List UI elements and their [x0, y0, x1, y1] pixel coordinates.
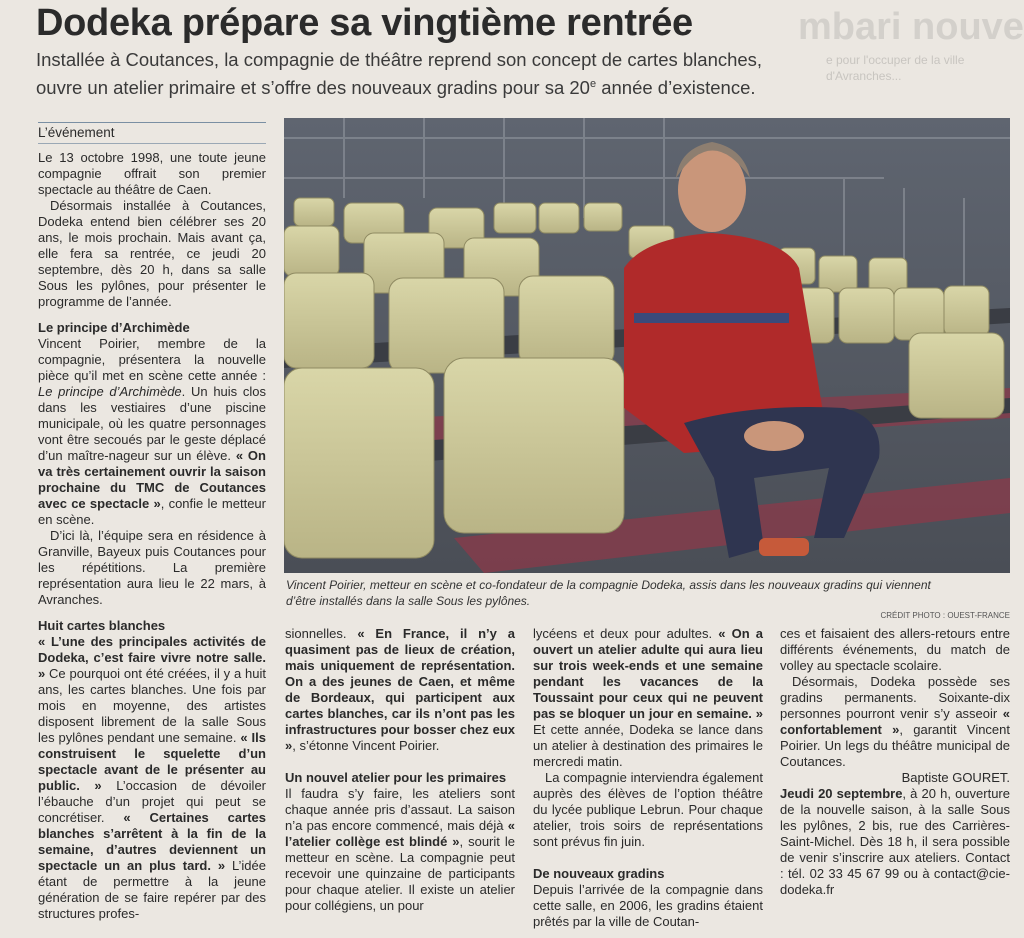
- paragraph: ces et faisaient des allers-retours entre différents événements, du match de volley au spectacle scolaire.: [780, 626, 1010, 673]
- paragraph: Depuis l’arrivée de la compagnie dans cette salle, en 2006, les gradins étaient prêtés par la ville de Coutan-: [533, 882, 763, 929]
- subheading: Le principe d’Archimède: [38, 320, 190, 335]
- subheading: De nouveaux gradins: [533, 866, 665, 881]
- paragraph: D’ici là, l’équipe sera en résidence à Granville, Bayeux puis Coutances pour les répétitions. La première représentation aura lieu le 22 mars, à Avranches.: [38, 528, 266, 607]
- paragraph: « L’une des principales activités de Dodeka, c’est faire vivre notre salle. » Ce pourquoi ont été créées, il y a huit ans, les cartes blanches. Une fois par mois en moyenne, des artistes disposent librement de la salle Sous les pylônes pendant une semaine. « Ils construisent le squelette d’un spectacle avant de le présenter au public. » L’occasion de dévoiler l’ébauche d’un projet qui peut se concrétiser. « Certaines cartes blanches s’arrêtent à la fin de la semaine, d’autres deviennent un spectacle un an plus tard. » L’idée étant de permettre à la jeune génération de se faire repérer par des structures profes-: [38, 634, 267, 921]
- paragraph: Désormais, Dodeka possède ses gradins permanents. Soixante-dix personnes pourront venir s’y asseoir « confortablement », garantit Vincent Poirier. Un legs du théâtre municipal de Coutances.: [780, 674, 1011, 769]
- adjacent-text-bleed: e pour l'occuper de la ville d'Avranches...: [826, 53, 965, 83]
- standfirst: Installée à Coutances, la compagnie de théâtre reprend son concept de cartes blanches, ouvre un atelier primaire et s’offre des nouveaux gradins pour sa 20e année d’existence.: [36, 49, 763, 99]
- paragraph: Désormais installée à Coutances, Dodeka entend bien célébrer ses 20 ans, le mois prochain. Mais avant ça, elle fera sa rentrée, ce jeudi 20 septembre, dès 20 h, dans sa salle Sous les pylônes, pour présenter le programme de l’année.: [38, 198, 266, 309]
- subheading: Huit cartes blanches: [38, 618, 166, 633]
- paragraph: Vincent Poirier, membre de la compagnie, présentera la nouvelle pièce qu’il met en scène cette année : Le principe d’Archimède. Un huis clos dans les vestiaires d’une piscine municipale, où les quatre personnages vont être secoués par le geste déplacé d’un maître-nageur sur un élève. « On va très certainement ouvrir la saison prochaine du TMC de Coutances avec ce spectacle », confie le metteur en scène.: [38, 336, 266, 527]
- article-photo: [284, 118, 1010, 573]
- adjacent-headline-bleed: mbari nouve: [798, 6, 1024, 48]
- article-column-1: [38, 122, 266, 922]
- headline: Dodeka prépare sa vingtième rentrée: [36, 2, 693, 44]
- paragraph: Le 13 octobre 1998, une toute jeune compagnie offrait son premier spectacle au théâtre de Caen.: [38, 150, 266, 197]
- author-signature: Baptiste GOURET.: [901, 770, 1010, 785]
- section-rubric: L’événement: [38, 122, 266, 144]
- paragraph: Il faudra s’y faire, les ateliers sont chaque année pris d’assaut. La saison n’a pas encore commencé, mais déjà « l’atelier collège est blindé », sourit le metteur en scène. La compagnie peut recevoir une quinzaine de participants pour chaque atelier. Il existe un atelier pour collégiens, un pour: [285, 786, 515, 913]
- practical-info: Jeudi 20 septembre, à 20 h, ouverture de la nouvelle saison, à la salle Sous les pylônes, 2 bis, rue des Carrières-Saint-Michel. Dès 18 h, il sera possible de venir s’inscrire aux ateliers. Contact : tél. 02 33 45 67 99 ou à contact@cie-dodeka.fr: [780, 786, 1010, 897]
- paragraph: sionnelles. « En France, il n’y a quasiment pas de lieux de création, mais uniquement de représentation. On a des jeunes de Caen, et même de Bordeaux, qui participent aux cartes blanches, car ils n’ont pas les infrastructures pour bosser chez eux », s’étonne Vincent Poirier.: [285, 626, 515, 753]
- paragraph: lycéens et deux pour adultes. « On a ouvert un atelier adulte qui aura lieu sur trois week-ends et une semaine pendant les vacances de la Toussaint pour ceux qui ne peuvent pas se bloquer un jour en semaine. » Et cette année, Dodeka se lance dans un atelier à destination des primaires le mercredi matin.: [533, 626, 763, 769]
- article-column-4: [780, 626, 1010, 898]
- photo-caption: Vincent Poirier, metteur en scène et co-fondateur de la compagnie Dodeka, assis dans les nouveaux gradins qui viennent d’être installés dans la salle Sous les pylônes.: [286, 578, 931, 608]
- paragraph: La compagnie interviendra également auprès des élèves de l’option théâtre du lycée publique Lebrun. Pour chaque atelier, trois soirs de représentations sont prévus fin juin.: [533, 770, 763, 849]
- article-column-3: [533, 626, 763, 930]
- photo-credit: CRÉDIT PHOTO : OUEST-FRANCE: [880, 611, 1010, 620]
- article-column-2: [285, 626, 515, 914]
- theater-seating-photo: [284, 118, 1010, 573]
- subheading: Un nouvel atelier pour les primaires: [285, 770, 507, 785]
